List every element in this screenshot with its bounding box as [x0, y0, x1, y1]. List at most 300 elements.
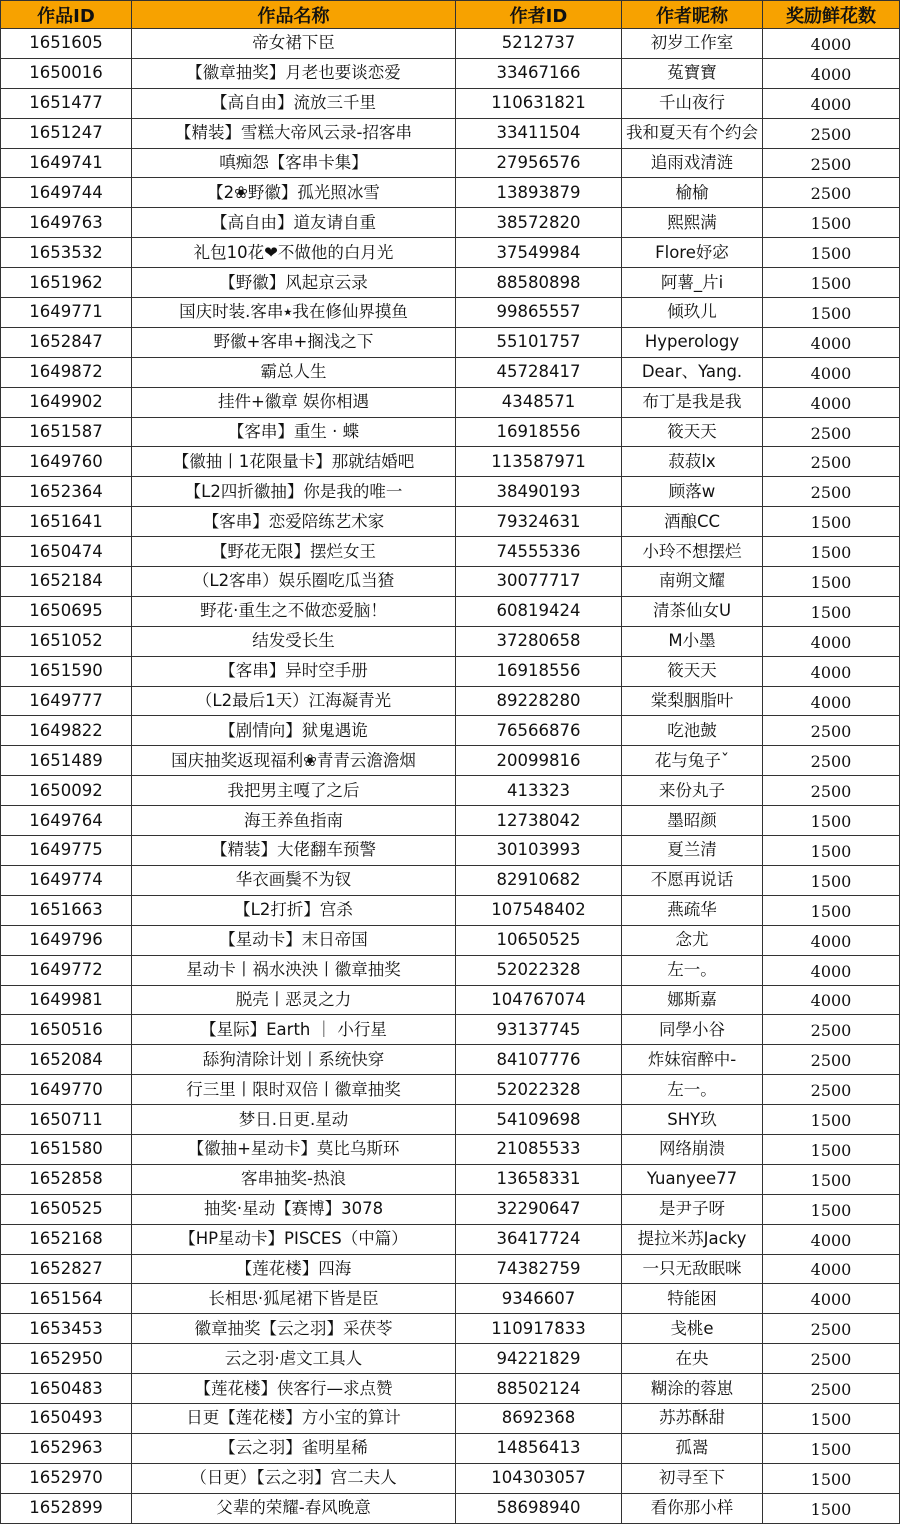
author-id-cell: 113587971 [456, 447, 622, 477]
table-row [1, 567, 900, 597]
reward-cell: 2500 [763, 417, 900, 447]
author-nickname-cell: 我和夏天有个约会 [622, 118, 763, 148]
reward-cell: 1500 [763, 836, 900, 866]
author-id-cell: 10650525 [456, 925, 622, 955]
reward-cell: 2500 [763, 1314, 900, 1344]
work-name-cell: 华衣画鬓不为钗 [132, 865, 456, 895]
author-nickname-cell: 网络崩溃 [622, 1134, 763, 1164]
reward-cell: 1500 [763, 1105, 900, 1135]
author-id-cell: 89228280 [456, 686, 622, 716]
table-row [1, 1463, 900, 1493]
table-row [1, 178, 900, 208]
author-id-cell: 16918556 [456, 417, 622, 447]
author-id-cell: 5212737 [456, 29, 622, 59]
reward-cell: 2500 [763, 447, 900, 477]
table-row [1, 1224, 900, 1254]
reward-cell: 1500 [763, 1164, 900, 1194]
work-name-cell: 云之羽·虐文工具人 [132, 1344, 456, 1374]
reward-cell: 4000 [763, 1284, 900, 1314]
work-id-cell: 1649744 [1, 178, 132, 208]
work-name-cell: 【L2打折】宫杀 [132, 895, 456, 925]
work-id-cell: 1650525 [1, 1194, 132, 1224]
work-id-cell: 1650474 [1, 537, 132, 567]
author-nickname-cell: Flore妤宓 [622, 238, 763, 268]
reward-cell: 1500 [763, 208, 900, 238]
author-nickname-cell: 顾落w [622, 477, 763, 507]
reward-cell: 2500 [763, 178, 900, 208]
reward-cell: 1500 [763, 1463, 900, 1493]
author-id-cell: 36417724 [456, 1224, 622, 1254]
table-row [1, 148, 900, 178]
author-id-cell: 99865557 [456, 298, 622, 328]
work-id-cell: 1653532 [1, 238, 132, 268]
author-id-cell: 37549984 [456, 238, 622, 268]
table-row [1, 955, 900, 985]
work-name-cell: 舔狗清除计划丨系统快穿 [132, 1045, 456, 1075]
author-nickname-cell: 筱天天 [622, 656, 763, 686]
author-nickname-cell: 菽菽lx [622, 447, 763, 477]
work-name-cell: 国庆时装.客串⭑我在修仙界摸鱼 [132, 298, 456, 328]
author-nickname-cell: 同學小谷 [622, 1015, 763, 1045]
work-name-cell: 帝女裙下臣 [132, 29, 456, 59]
author-id-cell: 13893879 [456, 178, 622, 208]
author-nickname-cell: Yuanyee77 [622, 1164, 763, 1194]
reward-cell: 4000 [763, 925, 900, 955]
work-id-cell: 1651564 [1, 1284, 132, 1314]
author-id-cell: 104303057 [456, 1463, 622, 1493]
table-row [1, 1433, 900, 1463]
work-name-cell: 霸总人生 [132, 357, 456, 387]
work-name-cell: 【莲花楼】四海 [132, 1254, 456, 1284]
author-nickname-cell: 左一。 [622, 1075, 763, 1105]
author-nickname-cell: 菟寶寶 [622, 58, 763, 88]
author-id-cell: 88502124 [456, 1374, 622, 1404]
author-id-cell: 93137745 [456, 1015, 622, 1045]
work-name-cell: 【高自由】道友请自重 [132, 208, 456, 238]
author-nickname-cell: 孤翯 [622, 1433, 763, 1463]
work-name-cell: 【高自由】流放三千里 [132, 88, 456, 118]
work-id-cell: 1651477 [1, 88, 132, 118]
author-nickname-cell: 左一。 [622, 955, 763, 985]
reward-cell: 4000 [763, 29, 900, 59]
author-id-cell: 21085533 [456, 1134, 622, 1164]
work-name-cell: （L2最后1天）江海凝青光 [132, 686, 456, 716]
reward-cell: 1500 [763, 1403, 900, 1433]
work-name-cell: 【客串】异时空手册 [132, 656, 456, 686]
author-id-cell: 45728417 [456, 357, 622, 387]
reward-cell: 1500 [763, 567, 900, 597]
work-name-cell: 【精装】大佬翻车预警 [132, 836, 456, 866]
author-id-cell: 37280658 [456, 626, 622, 656]
work-name-cell: 【HP星动卡】PISCES（中篇） [132, 1224, 456, 1254]
work-name-cell: 【徽章抽奖】月老也要谈恋爱 [132, 58, 456, 88]
work-name-cell: 【莲花楼】侠客行—求点赞 [132, 1374, 456, 1404]
table-row [1, 1194, 900, 1224]
author-nickname-cell: 千山夜行 [622, 88, 763, 118]
reward-cell: 1500 [763, 1134, 900, 1164]
table-body [1, 29, 900, 1524]
author-id-cell: 30077717 [456, 567, 622, 597]
work-id-cell: 1652364 [1, 477, 132, 507]
work-id-cell: 1649760 [1, 447, 132, 477]
table-header [1, 1, 900, 29]
work-id-cell: 1649775 [1, 836, 132, 866]
work-id-cell: 1652970 [1, 1463, 132, 1493]
author-id-cell: 20099816 [456, 746, 622, 776]
work-id-cell: 1649774 [1, 865, 132, 895]
author-id-cell: 54109698 [456, 1105, 622, 1135]
author-nickname-cell: 小玲不想摆烂 [622, 537, 763, 567]
reward-cell: 2500 [763, 1015, 900, 1045]
table-row [1, 507, 900, 537]
work-name-cell: 星动卡丨祸水泱泱丨徽章抽奖 [132, 955, 456, 985]
author-nickname-cell: 花与兔子ˇ [622, 746, 763, 776]
author-nickname-cell: 阿薯_片i [622, 268, 763, 298]
work-name-cell: 礼包10花❤不做他的白月光 [132, 238, 456, 268]
author-nickname-cell: 不愿再说话 [622, 865, 763, 895]
reward-cell: 1500 [763, 1433, 900, 1463]
author-id-cell: 52022328 [456, 955, 622, 985]
author-id-cell: 52022328 [456, 1075, 622, 1105]
author-nickname-cell: Dear、Yang. [622, 357, 763, 387]
table-row [1, 387, 900, 417]
work-name-cell: 【客串】恋爱陪练艺术家 [132, 507, 456, 537]
author-nickname-cell: 特能困 [622, 1284, 763, 1314]
table-row [1, 1134, 900, 1164]
work-name-cell: 【L2四折徽抽】你是我的唯一 [132, 477, 456, 507]
author-id-cell: 413323 [456, 776, 622, 806]
reward-cell: 2500 [763, 148, 900, 178]
author-id-cell: 110917833 [456, 1314, 622, 1344]
header-reward-flowers: 奖励鲜花数 [763, 1, 900, 29]
work-id-cell: 1653453 [1, 1314, 132, 1344]
reward-cell: 4000 [763, 686, 900, 716]
author-nickname-cell: 初寻至下 [622, 1463, 763, 1493]
author-nickname-cell: 看你那小样 [622, 1493, 763, 1523]
work-name-cell: 挂件+徽章 娱你相遇 [132, 387, 456, 417]
work-id-cell: 1650493 [1, 1403, 132, 1433]
work-name-cell: 【徽抽+星动卡】莫比乌斯环 [132, 1134, 456, 1164]
reward-cell: 2500 [763, 477, 900, 507]
table-row [1, 626, 900, 656]
work-name-cell: 脱壳丨恶灵之力 [132, 985, 456, 1015]
work-id-cell: 1649822 [1, 716, 132, 746]
work-name-cell: （L2客串）娱乐圈吃瓜当猹 [132, 567, 456, 597]
author-nickname-cell: M小墨 [622, 626, 763, 656]
reward-cell: 2500 [763, 118, 900, 148]
author-nickname-cell: 追雨戏清涟 [622, 148, 763, 178]
work-id-cell: 1652963 [1, 1433, 132, 1463]
author-id-cell: 58698940 [456, 1493, 622, 1523]
author-nickname-cell: 布丁是我是我 [622, 387, 763, 417]
author-nickname-cell: SHY玖 [622, 1105, 763, 1135]
author-id-cell: 74555336 [456, 537, 622, 567]
work-id-cell: 1651489 [1, 746, 132, 776]
reward-cell: 1500 [763, 865, 900, 895]
table-row [1, 29, 900, 59]
work-name-cell: 长相思·狐尾裙下皆是臣 [132, 1284, 456, 1314]
work-id-cell: 1649770 [1, 1075, 132, 1105]
work-id-cell: 1652847 [1, 327, 132, 357]
reward-cell: 2500 [763, 1045, 900, 1075]
reward-cell: 1500 [763, 268, 900, 298]
table-row [1, 836, 900, 866]
author-id-cell: 107548402 [456, 895, 622, 925]
reward-cell: 2500 [763, 1344, 900, 1374]
table-row [1, 925, 900, 955]
table-row [1, 327, 900, 357]
work-id-cell: 1652899 [1, 1493, 132, 1523]
table-row [1, 1403, 900, 1433]
work-name-cell: 【2❀野徽】孤光照冰雪 [132, 178, 456, 208]
reward-cell: 4000 [763, 985, 900, 1015]
work-id-cell: 1651590 [1, 656, 132, 686]
reward-cell: 4000 [763, 656, 900, 686]
work-name-cell: 【徽抽丨1花限量卡】那就结婚吧 [132, 447, 456, 477]
author-id-cell: 79324631 [456, 507, 622, 537]
table-row [1, 1493, 900, 1523]
author-id-cell: 38572820 [456, 208, 622, 238]
work-id-cell: 1649772 [1, 955, 132, 985]
author-nickname-cell: 燕疏华 [622, 895, 763, 925]
work-name-cell: 父辈的荣耀-春风晚意 [132, 1493, 456, 1523]
work-id-cell: 1649763 [1, 208, 132, 238]
header-author-id: 作者ID [456, 1, 622, 29]
work-id-cell: 1651587 [1, 417, 132, 447]
table-row [1, 357, 900, 387]
work-id-cell: 1650695 [1, 596, 132, 626]
table-row [1, 417, 900, 447]
table-row [1, 1344, 900, 1374]
author-id-cell: 94221829 [456, 1344, 622, 1374]
table-row [1, 298, 900, 328]
author-nickname-cell: 榆榆 [622, 178, 763, 208]
author-nickname-cell: 南朔文耀 [622, 567, 763, 597]
table-row [1, 1254, 900, 1284]
work-name-cell: 抽奖·星动【赛博】3078 [132, 1194, 456, 1224]
work-name-cell: 嗔痴怨【客串卡集】 [132, 148, 456, 178]
work-id-cell: 1649741 [1, 148, 132, 178]
author-id-cell: 104767074 [456, 985, 622, 1015]
header-author-nickname: 作者昵称 [622, 1, 763, 29]
table-row [1, 656, 900, 686]
reward-cell: 4000 [763, 357, 900, 387]
author-id-cell: 74382759 [456, 1254, 622, 1284]
author-id-cell: 30103993 [456, 836, 622, 866]
work-id-cell: 1651641 [1, 507, 132, 537]
work-id-cell: 1650711 [1, 1105, 132, 1135]
author-nickname-cell: 提拉米苏Jacky [622, 1224, 763, 1254]
author-nickname-cell: 苏苏酥甜 [622, 1403, 763, 1433]
work-id-cell: 1651663 [1, 895, 132, 925]
author-id-cell: 8692368 [456, 1403, 622, 1433]
author-nickname-cell: 是尹子呀 [622, 1194, 763, 1224]
work-id-cell: 1651580 [1, 1134, 132, 1164]
author-id-cell: 76566876 [456, 716, 622, 746]
table-row [1, 596, 900, 626]
author-id-cell: 82910682 [456, 865, 622, 895]
reward-cell: 1500 [763, 507, 900, 537]
work-name-cell: 【客串】重生 · 蝶 [132, 417, 456, 447]
table-row [1, 1284, 900, 1314]
work-id-cell: 1652168 [1, 1224, 132, 1254]
table-row [1, 208, 900, 238]
author-nickname-cell: 筱天天 [622, 417, 763, 447]
reward-cell: 4000 [763, 1224, 900, 1254]
work-name-cell: 野花·重生之不做恋爱脑！ [132, 596, 456, 626]
table-row [1, 716, 900, 746]
work-id-cell: 1651962 [1, 268, 132, 298]
author-nickname-cell: 倾玖儿 [622, 298, 763, 328]
author-nickname-cell: 墨昭颜 [622, 806, 763, 836]
work-name-cell: 【野徽】风起京云录 [132, 268, 456, 298]
reward-cell: 2500 [763, 746, 900, 776]
table-row [1, 238, 900, 268]
header-row [1, 1, 900, 29]
work-name-cell: 【精装】雪糕大帝风云录-招客串 [132, 118, 456, 148]
reward-cell: 4000 [763, 88, 900, 118]
author-nickname-cell: 清茶仙女U [622, 596, 763, 626]
author-id-cell: 38490193 [456, 477, 622, 507]
reward-cell: 4000 [763, 327, 900, 357]
table-row [1, 118, 900, 148]
reward-cell: 4000 [763, 1254, 900, 1284]
author-id-cell: 84107776 [456, 1045, 622, 1075]
work-name-cell: 【星际】Earth ｜ 小行星 [132, 1015, 456, 1045]
reward-cell: 1500 [763, 1493, 900, 1523]
work-name-cell: 野徽+客串+搁浅之下 [132, 327, 456, 357]
table-row [1, 1374, 900, 1404]
table-row [1, 447, 900, 477]
work-name-cell: 国庆抽奖返现福利❀青青云澹澹烟 [132, 746, 456, 776]
reward-cell: 2500 [763, 1075, 900, 1105]
author-nickname-cell: 一只无敌眠咪 [622, 1254, 763, 1284]
header-work-id: 作品ID [1, 1, 132, 29]
author-id-cell: 32290647 [456, 1194, 622, 1224]
table-row [1, 1164, 900, 1194]
table-row [1, 1015, 900, 1045]
work-id-cell: 1649872 [1, 357, 132, 387]
work-id-cell: 1650516 [1, 1015, 132, 1045]
author-id-cell: 27956576 [456, 148, 622, 178]
work-id-cell: 1649981 [1, 985, 132, 1015]
author-nickname-cell: Hyperology [622, 327, 763, 357]
work-id-cell: 1652827 [1, 1254, 132, 1284]
work-id-cell: 1651052 [1, 626, 132, 656]
reward-cell: 1500 [763, 537, 900, 567]
author-nickname-cell: 在央 [622, 1344, 763, 1374]
table-row [1, 806, 900, 836]
author-id-cell: 16918556 [456, 656, 622, 686]
reward-cell: 2500 [763, 1374, 900, 1404]
author-nickname-cell: 念尤 [622, 925, 763, 955]
work-id-cell: 1649777 [1, 686, 132, 716]
work-name-cell: 行三里丨限时双倍丨徽章抽奖 [132, 1075, 456, 1105]
table-row [1, 686, 900, 716]
table-row [1, 776, 900, 806]
author-id-cell: 33411504 [456, 118, 622, 148]
reward-cell: 2500 [763, 716, 900, 746]
work-name-cell: 客串抽奖-热浪 [132, 1164, 456, 1194]
author-id-cell: 4348571 [456, 387, 622, 417]
reward-cell: 4000 [763, 955, 900, 985]
author-nickname-cell: 夏兰清 [622, 836, 763, 866]
work-name-cell: 我把男主嘎了之后 [132, 776, 456, 806]
author-id-cell: 88580898 [456, 268, 622, 298]
reward-cell: 4000 [763, 387, 900, 417]
table-row [1, 895, 900, 925]
author-nickname-cell: 酒酿CC [622, 507, 763, 537]
author-nickname-cell: 来份丸子 [622, 776, 763, 806]
author-nickname-cell: 戋桃e [622, 1314, 763, 1344]
reward-cell: 1500 [763, 1194, 900, 1224]
author-id-cell: 9346607 [456, 1284, 622, 1314]
author-id-cell: 14856413 [456, 1433, 622, 1463]
table-row [1, 537, 900, 567]
work-id-cell: 1650092 [1, 776, 132, 806]
work-name-cell: 【野花无限】摆烂女王 [132, 537, 456, 567]
work-id-cell: 1652184 [1, 567, 132, 597]
author-id-cell: 13658331 [456, 1164, 622, 1194]
table-row [1, 746, 900, 776]
work-name-cell: 【云之羽】雀明星稀 [132, 1433, 456, 1463]
table-row [1, 1075, 900, 1105]
work-name-cell: 【剧情向】狱鬼遇诡 [132, 716, 456, 746]
reward-cell: 1500 [763, 238, 900, 268]
author-nickname-cell: 初岁工作室 [622, 29, 763, 59]
work-name-cell: 日更【莲花楼】方小宝的算计 [132, 1403, 456, 1433]
author-id-cell: 33467166 [456, 58, 622, 88]
reward-cell: 1500 [763, 895, 900, 925]
work-id-cell: 1652950 [1, 1344, 132, 1374]
work-name-cell: 海王养鱼指南 [132, 806, 456, 836]
table-row [1, 1314, 900, 1344]
work-name-cell: 结发受长生 [132, 626, 456, 656]
author-nickname-cell: 熙熙满 [622, 208, 763, 238]
reward-cell: 1500 [763, 806, 900, 836]
work-id-cell: 1652858 [1, 1164, 132, 1194]
work-id-cell: 1651247 [1, 118, 132, 148]
author-id-cell: 60819424 [456, 596, 622, 626]
table-row [1, 268, 900, 298]
author-nickname-cell: 炸妹宿醉中- [622, 1045, 763, 1075]
table-row [1, 1045, 900, 1075]
reward-cell: 1500 [763, 298, 900, 328]
table-row [1, 58, 900, 88]
author-nickname-cell: 吃池皷 [622, 716, 763, 746]
work-id-cell: 1650483 [1, 1374, 132, 1404]
table-row [1, 1105, 900, 1135]
work-id-cell: 1649764 [1, 806, 132, 836]
work-name-cell: 徽章抽奖【云之羽】采茯苓 [132, 1314, 456, 1344]
author-nickname-cell: 糊涂的蓉崽 [622, 1374, 763, 1404]
table-row [1, 477, 900, 507]
author-nickname-cell: 棠梨胭脂叶 [622, 686, 763, 716]
work-id-cell: 1649902 [1, 387, 132, 417]
reward-cell: 4000 [763, 58, 900, 88]
header-work-name: 作品名称 [132, 1, 456, 29]
work-id-cell: 1649796 [1, 925, 132, 955]
work-name-cell: （日更）【云之羽】宫二夫人 [132, 1463, 456, 1493]
author-id-cell: 110631821 [456, 88, 622, 118]
author-id-cell: 55101757 [456, 327, 622, 357]
table-row [1, 985, 900, 1015]
work-id-cell: 1650016 [1, 58, 132, 88]
author-id-cell: 12738042 [456, 806, 622, 836]
reward-cell: 1500 [763, 596, 900, 626]
reward-cell: 2500 [763, 776, 900, 806]
work-id-cell: 1649771 [1, 298, 132, 328]
